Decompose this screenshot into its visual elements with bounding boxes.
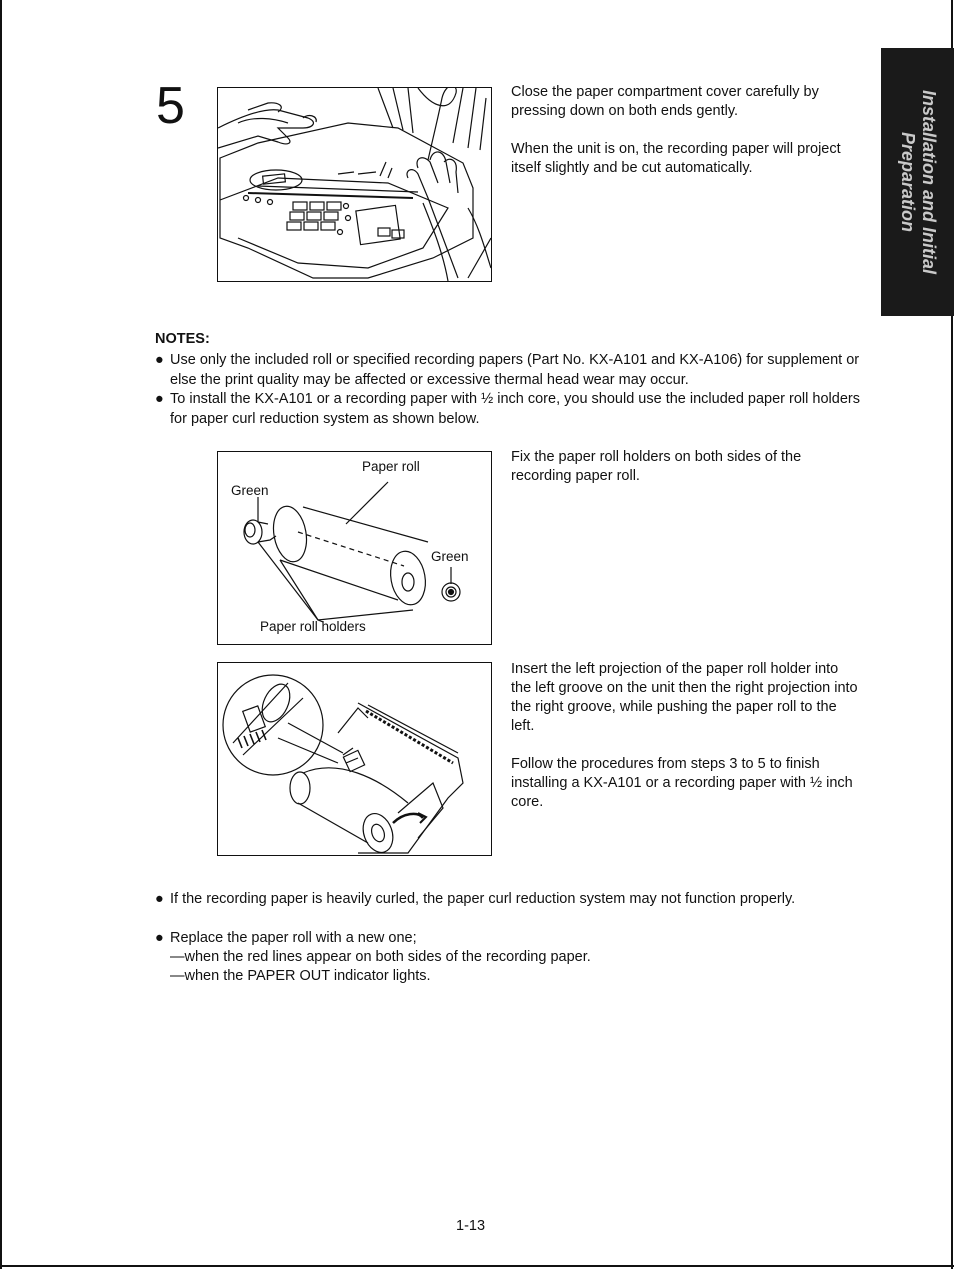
bullet-dot: ● bbox=[155, 930, 164, 946]
paper-roll-illustration bbox=[218, 452, 491, 644]
bullet-dot: ● bbox=[155, 891, 164, 907]
notes-heading: NOTES: bbox=[155, 331, 210, 347]
bottom-bullet-2: ● Replace the paper roll with a new one; bbox=[155, 929, 865, 949]
bottom-dash-2: —when the PAPER OUT indicator lights. bbox=[170, 968, 431, 984]
fix-holders-text: Fix the paper roll holders on both sides of the recording paper roll. bbox=[511, 449, 802, 484]
page-border-left bbox=[0, 0, 2, 1269]
figure-close-cover bbox=[217, 87, 492, 282]
bullet-dot: ● bbox=[155, 352, 164, 368]
section-tab bbox=[881, 48, 954, 316]
step5-instructions bbox=[511, 83, 861, 178]
insert-instructions bbox=[511, 660, 861, 812]
bottom-dash-1: —when the red lines appear on both sides of the recording paper. bbox=[170, 949, 591, 965]
label-green-right: Green bbox=[431, 549, 469, 564]
bottom-bullet-1: ● If the recording paper is heavily curled, the paper curl reduction system may not function properly. bbox=[155, 890, 815, 910]
bullet-dot: ● bbox=[155, 391, 164, 407]
section-tab-title: Installation and Initial Preparation bbox=[897, 89, 939, 275]
note-bullet-2: ● To install the KX-A101 or a recording paper with ½ inch core, you should use the included paper roll holders for paper curl reduction system as shown below. bbox=[155, 391, 860, 427]
step5-para2: When the unit is on, the recording paper will project itself slightly and be cut automatically. bbox=[511, 141, 841, 176]
step-number: 5 bbox=[156, 77, 185, 135]
step5-para1: Close the paper compartment cover carefully by pressing down on both ends gently. bbox=[511, 84, 819, 119]
insert-para2: Follow the procedures from steps 3 to 5 to finish installing a KX-A101 or a recording paper with ½ inch core. bbox=[511, 756, 853, 810]
label-paper-roll-holders: Paper roll holders bbox=[260, 619, 366, 634]
insert-roll-illustration bbox=[218, 663, 491, 855]
figure-insert-roll bbox=[217, 662, 492, 856]
label-green-left: Green bbox=[231, 483, 269, 498]
insert-para1: Insert the left projection of the paper roll holder into the left groove on the unit then the right projection into the right groove, while pushing the paper roll to the left. bbox=[511, 661, 858, 734]
label-paper-roll: Paper roll bbox=[362, 459, 420, 474]
figure-paper-roll-holders bbox=[217, 451, 492, 645]
note-bullet-1: ● Use only the included roll or specified recording papers (Part No. KX-A101 and KX-A106) for supplement or else the print quality may be affected or excessive thermal head wear may occur. bbox=[155, 352, 860, 388]
page-number: 1-13 bbox=[456, 1218, 486, 1234]
fax-machine-illustration bbox=[218, 88, 491, 281]
page-border-bottom bbox=[0, 1265, 954, 1267]
